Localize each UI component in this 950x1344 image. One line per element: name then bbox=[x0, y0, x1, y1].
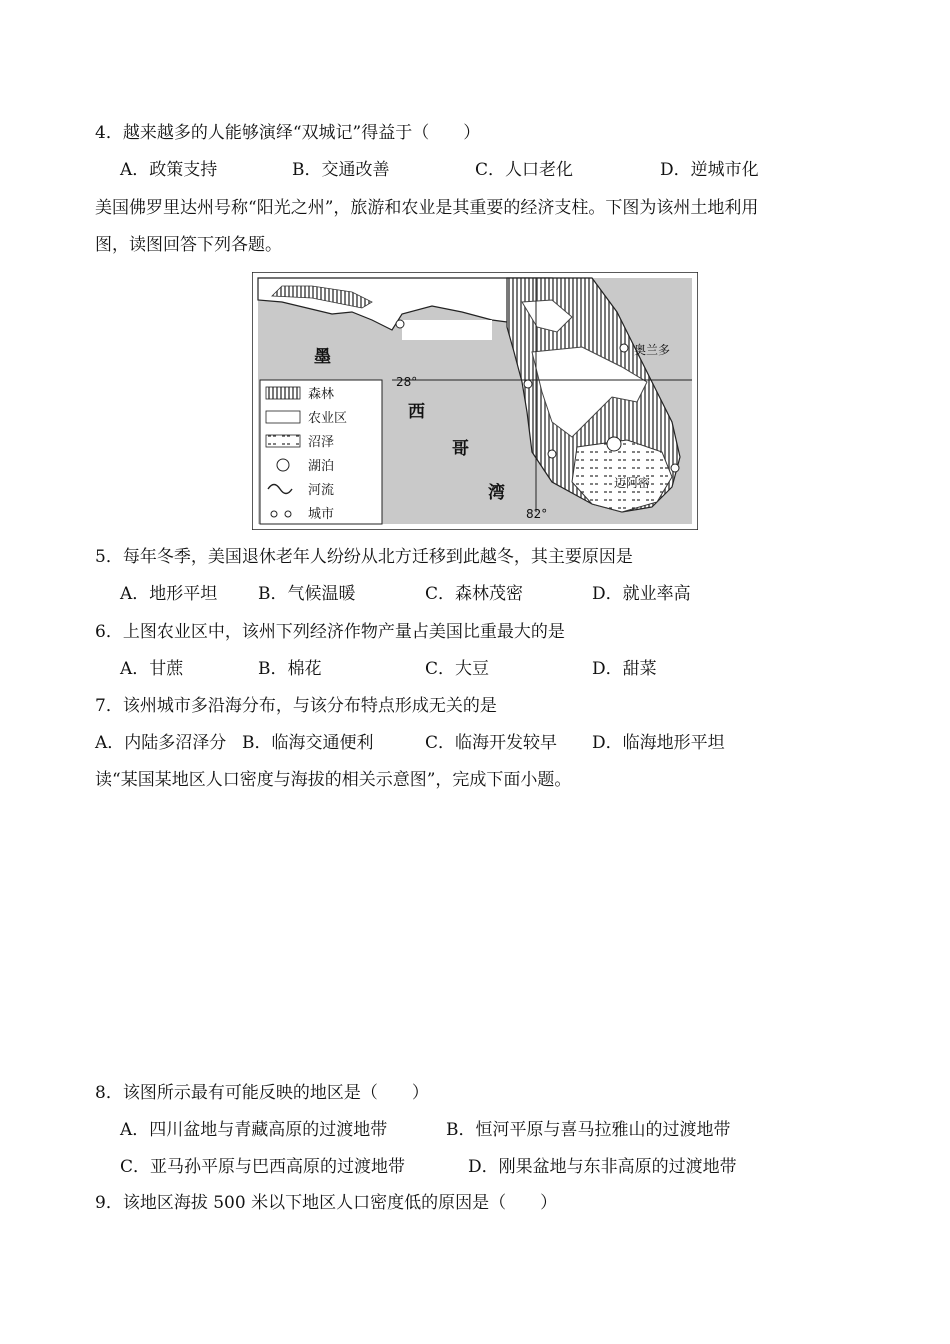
q6-option-c: C．大豆 bbox=[425, 659, 490, 679]
legend-lake: 湖泊 bbox=[308, 459, 335, 474]
legend-agri: 农业区 bbox=[308, 411, 348, 426]
q4-option-b: B．交通改善 bbox=[292, 160, 390, 180]
legend-city-swatch-2 bbox=[285, 511, 291, 517]
map-label-miami: 迈阿密 bbox=[614, 476, 651, 490]
legend-lake-swatch bbox=[277, 459, 289, 471]
q6-stem: 6．上图农业区中，该州下列经济作物产量占美国比重最大的是 bbox=[95, 622, 565, 642]
q7-option-b: B．临海交通便利 bbox=[242, 733, 374, 753]
q4-stem: 4．越来越多的人能够演绎“双城记”得益于（ ） bbox=[95, 123, 481, 143]
q4-option-c: C．人口老化 bbox=[475, 160, 574, 180]
q7-option-c: C．临海开发较早 bbox=[425, 733, 558, 753]
map-label-mo: 墨 bbox=[314, 347, 331, 367]
q9-stem: 9．该地区海拔 500 米以下地区人口密度低的原因是（ ） bbox=[95, 1193, 558, 1213]
map-label-ge: 哥 bbox=[452, 439, 469, 459]
map-label-lat: 28° bbox=[396, 375, 418, 389]
q6-option-b: B．棉花 bbox=[258, 659, 322, 679]
q6-option-a: A．甘蔗 bbox=[120, 659, 184, 679]
city-marker-miami bbox=[671, 464, 679, 472]
blank-label-box bbox=[402, 320, 492, 340]
population-intro: 读“某国某地区人口密度与海拔的相关示意图”，完成下面小题。 bbox=[95, 770, 572, 790]
city-marker-orlando bbox=[620, 344, 628, 352]
q8-option-a: A．四川盆地与青藏高原的过渡地带 bbox=[120, 1120, 388, 1140]
q5-option-c: C．森林茂密 bbox=[425, 584, 524, 604]
city-marker bbox=[396, 320, 404, 328]
q8-option-d: D．刚果盆地与东非高原的过渡地带 bbox=[468, 1157, 737, 1177]
map-label-wan: 湾 bbox=[488, 483, 505, 503]
q4-option-a: A．政策支持 bbox=[120, 160, 218, 180]
q5-option-b: B．气候温暖 bbox=[258, 584, 356, 604]
q5-option-a: A．地形平坦 bbox=[120, 584, 218, 604]
q8-stem: 8．该图所示最有可能反映的地区是（ ） bbox=[95, 1083, 429, 1103]
legend-forest-swatch bbox=[266, 387, 300, 399]
city-marker bbox=[524, 380, 532, 388]
map-label-lon: 82° bbox=[526, 507, 548, 521]
q8-option-c: C．亚马孙平原与巴西高原的过渡地带 bbox=[120, 1157, 406, 1177]
legend-swamp: 沼泽 bbox=[308, 435, 335, 450]
map-label-xi: 西 bbox=[408, 402, 425, 422]
city-marker bbox=[548, 450, 556, 458]
legend-city: 城市 bbox=[308, 507, 335, 522]
q5-stem: 5．每年冬季，美国退休老年人纷纷从北方迁移到此越冬，其主要原因是 bbox=[95, 547, 633, 567]
q8-option-b: B．恒河平原与喜马拉雅山的过渡地带 bbox=[446, 1120, 731, 1140]
legend-swamp-swatch bbox=[266, 435, 300, 447]
q7-option-d: D．临海地形平坦 bbox=[592, 733, 725, 753]
florida-intro-line1: 美国佛罗里达州号称“阳光之州”，旅游和农业是其重要的经济支柱。下图为该州土地利用 bbox=[95, 198, 759, 218]
legend-forest: 森林 bbox=[308, 387, 335, 402]
q7-stem: 7．该州城市多沿海分布，与该分布特点形成无关的是 bbox=[95, 696, 497, 716]
florida-intro-line2: 图，读图回答下列各题。 bbox=[95, 235, 282, 255]
florida-land-use-map bbox=[252, 272, 698, 530]
legend-agri-swatch bbox=[266, 411, 300, 423]
q7-option-a: A．内陆多沼泽分 bbox=[95, 733, 227, 753]
legend-river: 河流 bbox=[308, 483, 335, 498]
lake bbox=[607, 437, 621, 451]
map-label-orlando: 奥兰多 bbox=[634, 343, 671, 357]
q5-option-d: D．就业率高 bbox=[592, 584, 691, 604]
q4-option-d: D．逆城市化 bbox=[660, 160, 759, 180]
legend-city-swatch bbox=[271, 511, 277, 517]
q6-option-d: D．甜菜 bbox=[592, 659, 657, 679]
